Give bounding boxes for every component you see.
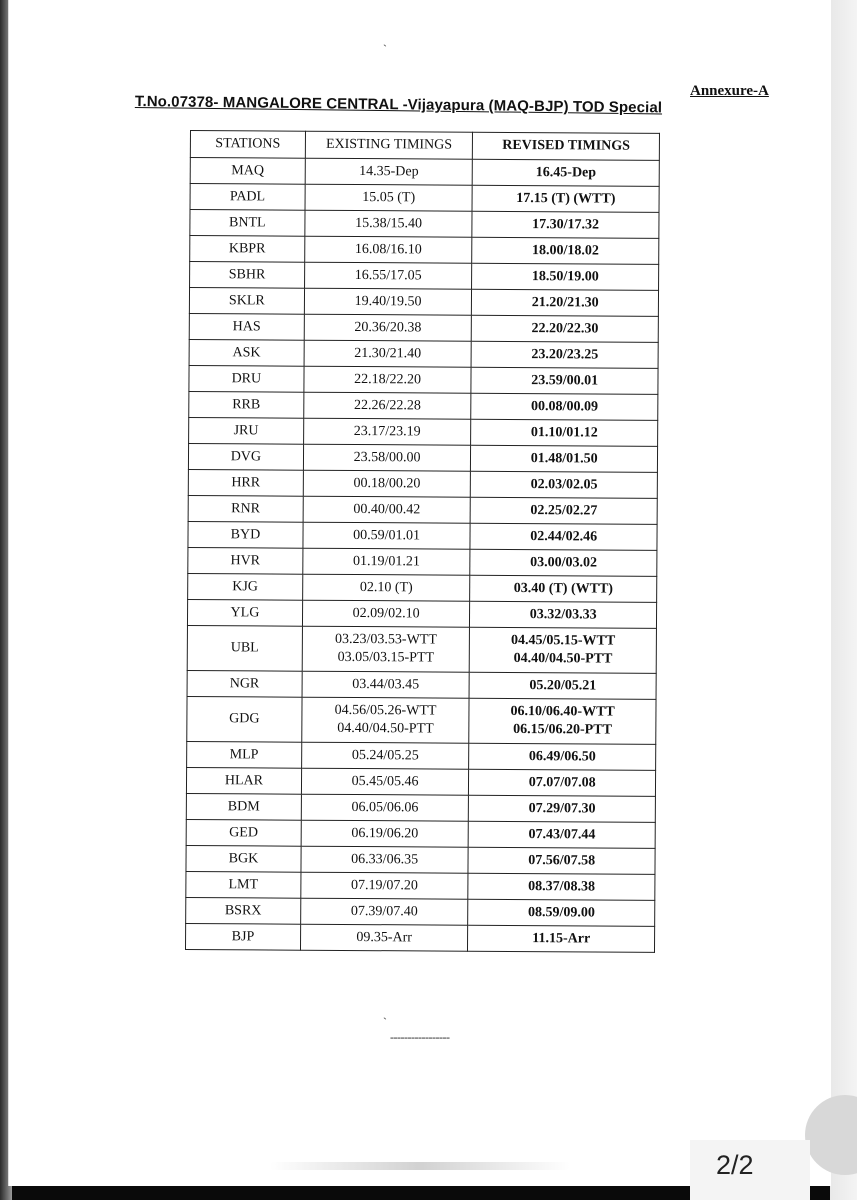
existing-timing-cell: 22.18/22.20 bbox=[304, 366, 472, 393]
revised-timing-cell: 03.00/03.02 bbox=[470, 549, 657, 576]
station-cell: HLAR bbox=[186, 767, 301, 794]
revised-timing-cell-line: 04.45/05.15-WTT bbox=[510, 632, 616, 649]
station-cell: MAQ bbox=[190, 158, 305, 185]
table-row bbox=[187, 625, 656, 673]
revised-timing-cell-line: 06.10/06.40-WTT bbox=[510, 703, 615, 720]
existing-timing-cell: 21.30/21.40 bbox=[304, 340, 472, 367]
stray-mark: ` bbox=[383, 1015, 387, 1029]
existing-timing-cell: 22.26/22.28 bbox=[304, 392, 472, 419]
revised-timing-cell: 17.30/17.32 bbox=[472, 211, 659, 238]
table-row bbox=[189, 365, 658, 394]
document-title: T.No.07378- MANGALORE CENTRAL -Vijayapura (MAQ-BJP) TOD Special bbox=[134, 93, 663, 117]
existing-timing-cell-line: 03.05/03.15-PTT bbox=[337, 649, 435, 666]
existing-timing-cell: 01.19/01.21 bbox=[303, 548, 471, 575]
revised-timing-cell: 07.29/07.30 bbox=[469, 795, 656, 822]
station-cell: RNR bbox=[188, 495, 303, 522]
station-cell: KJG bbox=[188, 573, 303, 600]
existing-timing-cell-line: 03.23/03.53-WTT bbox=[335, 631, 437, 648]
revised-timing-cell-line: 04.40/04.50-PTT bbox=[513, 650, 613, 667]
footer-smudge bbox=[270, 1162, 570, 1170]
revised-timing-cell: 07.43/07.44 bbox=[469, 821, 656, 848]
table-row bbox=[187, 741, 656, 770]
timings-table bbox=[185, 130, 660, 953]
existing-timing-cell: 15.38/15.40 bbox=[305, 210, 473, 237]
station-cell: GDG bbox=[187, 696, 302, 742]
revised-timing-cell: 17.15 (T) (WTT) bbox=[472, 185, 659, 212]
existing-timing-cell: 02.09/02.10 bbox=[302, 600, 470, 627]
existing-timing-cell: 00.18/00.20 bbox=[303, 470, 471, 497]
existing-timing-cell: 07.19/07.20 bbox=[301, 872, 469, 899]
existing-timing-cell bbox=[302, 697, 470, 743]
existing-timing-cell: 16.08/16.10 bbox=[304, 236, 472, 263]
existing-timing-cell: 05.45/05.46 bbox=[301, 768, 469, 795]
table-row bbox=[188, 547, 657, 576]
existing-timing-cell-line: 04.56/05.26-WTT bbox=[334, 702, 437, 719]
table-row bbox=[188, 469, 657, 498]
table-row bbox=[187, 696, 656, 744]
station-cell: DVG bbox=[188, 443, 303, 470]
revised-timing-cell: 03.32/03.33 bbox=[470, 601, 657, 628]
viewer-right-strip bbox=[830, 0, 857, 1200]
revised-timing-cell: 07.07/07.08 bbox=[469, 769, 656, 796]
existing-timing-cell: 00.40/00.42 bbox=[303, 496, 471, 523]
station-cell: UBL bbox=[187, 625, 302, 671]
table-row bbox=[186, 819, 655, 848]
station-cell: GED bbox=[186, 819, 301, 846]
table-row bbox=[187, 670, 656, 699]
revised-timing-cell: 23.59/00.01 bbox=[471, 367, 658, 394]
revised-timing-cell: 16.45-Dep bbox=[473, 159, 660, 186]
station-cell: RRB bbox=[189, 391, 304, 418]
existing-timing-cell: 16.55/17.05 bbox=[304, 262, 472, 289]
table-row bbox=[186, 793, 655, 822]
revised-timing-cell: 06.49/06.50 bbox=[469, 743, 656, 770]
revised-timing-cell: 11.15-Arr bbox=[468, 925, 655, 952]
table-row bbox=[188, 573, 657, 602]
station-cell: LMT bbox=[186, 871, 301, 898]
table-row bbox=[186, 871, 655, 900]
revised-timing-cell: 02.25/02.27 bbox=[471, 497, 658, 524]
revised-timing-cell: 07.56/07.58 bbox=[468, 847, 655, 874]
table-row bbox=[189, 313, 658, 342]
existing-timing-cell: 14.35-Dep bbox=[305, 158, 473, 185]
table-row bbox=[190, 184, 659, 213]
revised-timing-cell bbox=[470, 627, 657, 673]
station-cell: YLG bbox=[187, 599, 302, 626]
existing-timing-cell: 06.19/06.20 bbox=[301, 820, 469, 847]
revised-timing-cell: 08.37/08.38 bbox=[468, 873, 655, 900]
existing-timing-cell: 06.05/06.06 bbox=[301, 794, 469, 821]
header-revised-timings: REVISED TIMINGS bbox=[473, 132, 660, 160]
table-row bbox=[186, 897, 655, 926]
existing-timing-cell: 20.36/20.38 bbox=[304, 314, 472, 341]
stray-mark: ` bbox=[383, 42, 387, 56]
station-cell: BDM bbox=[186, 793, 301, 820]
revised-timing-cell: 00.08/00.09 bbox=[471, 393, 658, 420]
revised-timing-cell: 21.20/21.30 bbox=[472, 289, 659, 316]
revised-timing-cell: 23.20/23.25 bbox=[471, 341, 658, 368]
table-row bbox=[186, 767, 655, 796]
existing-timing-cell-line: 04.40/04.50-PTT bbox=[337, 720, 434, 737]
station-cell: PADL bbox=[190, 184, 305, 211]
existing-timing-cell: 02.10 (T) bbox=[302, 574, 470, 601]
table-row bbox=[188, 521, 657, 550]
station-cell: HRR bbox=[188, 469, 303, 496]
revised-timing-cell bbox=[469, 698, 656, 744]
existing-timing-cell: 06.33/06.35 bbox=[301, 846, 469, 873]
existing-timing-cell: 09.35-Arr bbox=[300, 924, 468, 951]
existing-timing-cell: 00.59/01.01 bbox=[303, 522, 471, 549]
station-cell: BYD bbox=[188, 521, 303, 548]
table-row bbox=[189, 417, 658, 446]
revised-timing-cell: 02.44/02.46 bbox=[470, 523, 657, 550]
station-cell: ASK bbox=[189, 339, 304, 366]
existing-timing-cell: 07.39/07.40 bbox=[300, 898, 468, 925]
revised-timing-cell: 01.48/01.50 bbox=[471, 445, 658, 472]
existing-timing-cell: 03.44/03.45 bbox=[302, 671, 470, 698]
table-row bbox=[190, 262, 659, 291]
existing-timing-cell: 19.40/19.50 bbox=[304, 288, 472, 315]
revised-timing-cell: 01.10/01.12 bbox=[471, 419, 658, 446]
table-row bbox=[189, 391, 658, 420]
table-row bbox=[189, 339, 658, 368]
end-line: ----------------- bbox=[390, 1030, 450, 1044]
station-cell: SBHR bbox=[190, 262, 305, 289]
header-stations: STATIONS bbox=[190, 131, 305, 159]
station-cell: SKLR bbox=[189, 288, 304, 315]
revised-timing-cell: 18.50/19.00 bbox=[472, 263, 659, 290]
station-cell: BJP bbox=[185, 923, 300, 950]
annexure-label: Annexure-A bbox=[690, 83, 769, 99]
revised-timing-cell: 03.40 (T) (WTT) bbox=[470, 575, 657, 602]
existing-timing-cell: 15.05 (T) bbox=[305, 184, 473, 211]
station-cell: NGR bbox=[187, 670, 302, 697]
table-row bbox=[186, 845, 655, 874]
station-cell: MLP bbox=[187, 741, 302, 768]
existing-timing-cell: 23.17/23.19 bbox=[303, 418, 471, 445]
table-row bbox=[185, 923, 654, 952]
table-header-row bbox=[190, 131, 659, 161]
station-cell: HAS bbox=[189, 313, 304, 340]
station-cell: BSRX bbox=[186, 897, 301, 924]
table-row bbox=[190, 210, 659, 239]
revised-timing-cell: 22.20/22.30 bbox=[472, 315, 659, 342]
existing-timing-cell: 05.24/05.25 bbox=[301, 742, 469, 769]
table-row bbox=[188, 443, 657, 472]
station-cell: HVR bbox=[188, 547, 303, 574]
header-existing-timings: EXISTING TIMINGS bbox=[305, 131, 473, 159]
revised-timing-cell-line: 06.15/06.20-PTT bbox=[513, 721, 612, 738]
station-cell: BNTL bbox=[190, 210, 305, 237]
table-row bbox=[188, 495, 657, 524]
revised-timing-cell: 18.00/18.02 bbox=[472, 237, 659, 264]
table-row bbox=[189, 288, 658, 317]
existing-timing-cell bbox=[302, 626, 470, 672]
table-row bbox=[190, 236, 659, 265]
table-row bbox=[190, 158, 659, 187]
table-row bbox=[187, 599, 656, 628]
station-cell: KBPR bbox=[190, 236, 305, 263]
existing-timing-cell: 23.58/00.00 bbox=[303, 444, 471, 471]
station-cell: JRU bbox=[189, 417, 304, 444]
station-cell: DRU bbox=[189, 365, 304, 392]
station-cell: BGK bbox=[186, 845, 301, 872]
page-indicator: 2/2 bbox=[716, 1150, 754, 1180]
revised-timing-cell: 08.59/09.00 bbox=[468, 899, 655, 926]
revised-timing-cell: 02.03/02.05 bbox=[471, 471, 658, 498]
revised-timing-cell: 05.20/05.21 bbox=[469, 672, 656, 699]
